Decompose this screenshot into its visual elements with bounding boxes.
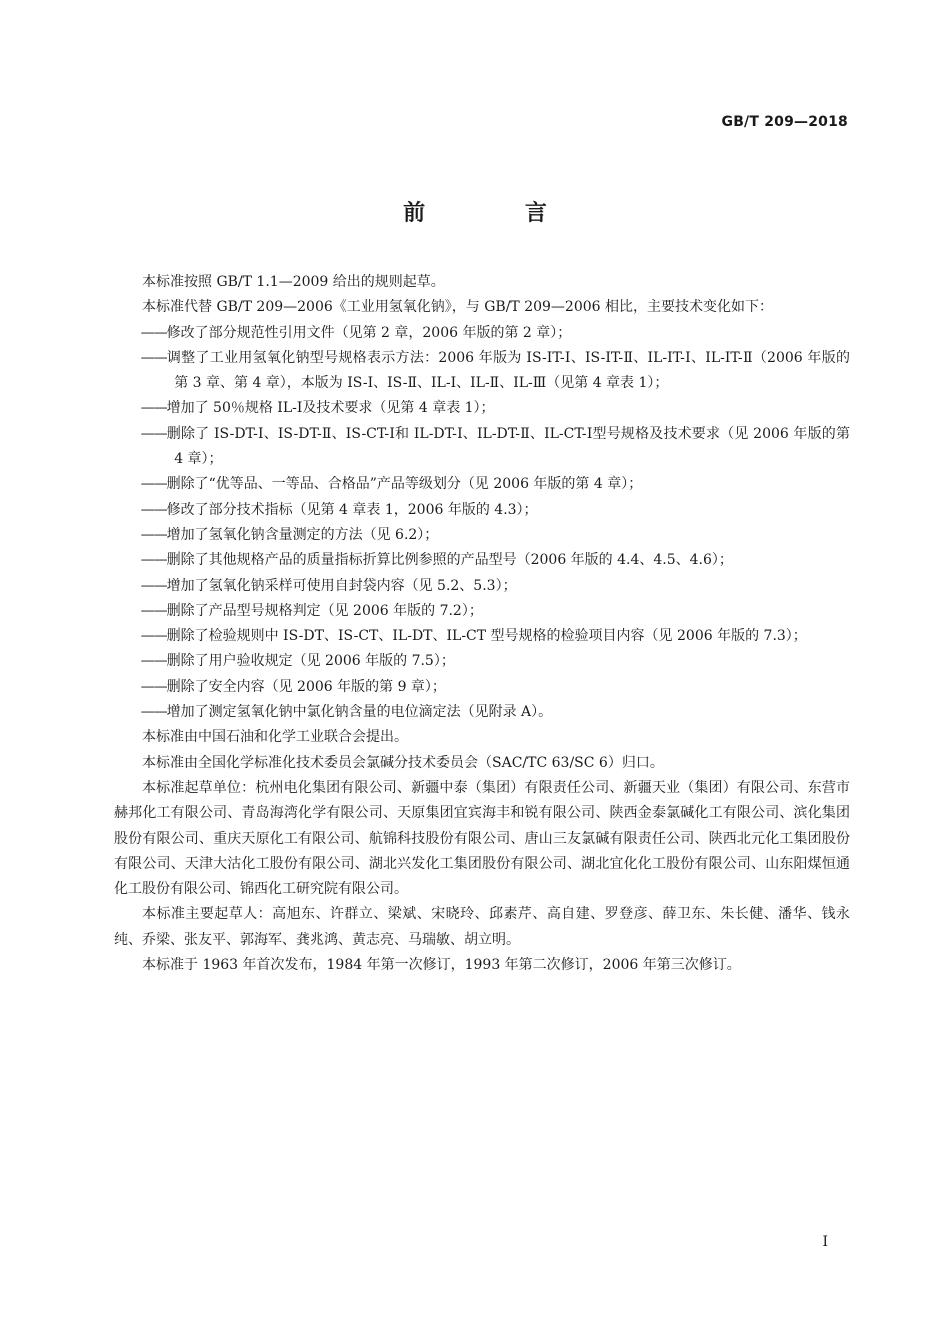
change-item xyxy=(141,599,850,624)
change-item xyxy=(141,422,850,473)
list-dash: —— xyxy=(140,324,167,341)
list-dash: —— xyxy=(140,526,167,543)
standard-number: GB/T 209—2018 xyxy=(721,114,848,130)
paragraph-drafters: 本标准主要起草人：高旭东、许群立、梁斌、宋晓玲、邱素芹、高自建、罗登彦、薛卫东、朱长健、潘华、钱永纯、乔梁、张友平、郭海军、龚兆鸿、黄志亮、马瑞敏、胡立明。 xyxy=(114,906,850,948)
change-item xyxy=(141,675,850,700)
change-text: 增加了氢氧化钠采样可使用自封袋内容（见 5.2、5.3）； xyxy=(166,577,517,594)
change-text: 调整了工业用氢氧化钠型号规格表示方法：2006 年版为 IS-IT-Ⅰ、IS-IT-Ⅱ、IL-IT-Ⅰ、IL-IT-Ⅱ（2006 年版的第 3 章、第 4 章），本版为 IS-Ⅰ、IS-Ⅱ、IL-Ⅰ、IL-Ⅱ、IL-Ⅲ（见第 4 章表 1）； xyxy=(166,349,850,392)
change-item xyxy=(141,346,850,397)
change-item xyxy=(141,700,850,725)
page-number: I xyxy=(822,1234,828,1250)
change-text: 修改了部分技术指标（见第 4 章表 1，2006 年版的 4.3）； xyxy=(166,501,538,518)
paragraph-proposer: 本标准由中国石油和化学工业联合会提出。 xyxy=(142,729,408,746)
list-dash: —— xyxy=(140,501,167,518)
change-item xyxy=(141,321,850,346)
change-text: 删除了检验规则中 IS-DT、IS-CT、IL-DT、IL-CT 型号规格的检验项目内容（见 2006 年版的 7.3）； xyxy=(166,628,807,645)
change-item xyxy=(141,624,850,649)
list-dash: —— xyxy=(140,349,167,366)
paragraph-drafting-rules: 本标准按照 GB/T 1.1—2009 给出的规则起草。 xyxy=(142,274,445,290)
change-text: 删除了其他规格产品的质量指标折算比例参照的产品型号（2006 年版的 4.4、4.5、4.6）； xyxy=(166,552,733,569)
change-item xyxy=(141,523,850,548)
change-text: 修改了部分规范性引用文件（见第 2 章，2006 年版的第 2 章）； xyxy=(166,324,572,341)
change-item xyxy=(141,472,850,497)
page-title: 前 言 xyxy=(403,201,593,226)
foreword-body xyxy=(114,270,850,978)
change-item xyxy=(141,649,850,674)
paragraph-history: 本标准于 1963 年首次发布，1984 年第一次修订，1993 年第二次修订，2006 年第三次修订。 xyxy=(142,957,741,974)
list-dash: —— xyxy=(140,628,167,645)
list-dash: —— xyxy=(140,577,167,594)
list-dash: —— xyxy=(140,602,167,619)
change-text: 增加了氢氧化钠含量测定的方法（见 6.2）； xyxy=(166,526,439,543)
change-text: 增加了 50％规格 IL-Ⅰ及技术要求（见第 4 章表 1）； xyxy=(166,400,495,417)
list-dash: —— xyxy=(140,425,167,442)
list-dash: —— xyxy=(140,678,167,695)
change-item xyxy=(141,498,850,523)
paragraph-drafting-units: 本标准起草单位：杭州电化集团有限公司、新疆中泰（集团）有限责任公司、新疆天业（集团）有限公司、东营市赫邦化工有限公司、青岛海湾化学有限公司、天原集团宜宾海丰和锐有限公司、陕西金泰氯碱化工有限公司、滨化集团股份有限公司、重庆天原化工有限公司、航锦科技股份有限公司、唐山三友氯碱有限责任公司、陕西北元化工集团股份有限公司、天津大沽化工股份有限公司、湖北兴发化工集团股份有限公司、湖北宜化化工股份有限公司、山东阳煤恒通化工股份有限公司、锦西化工研究院有限公司。 xyxy=(114,779,850,898)
list-dash: —— xyxy=(140,704,167,721)
list-dash: —— xyxy=(140,400,167,417)
paragraph-committee: 本标准由全国化学标准化技术委员会氯碱分技术委员会（SAC/TC 63/SC 6）归口。 xyxy=(142,754,664,771)
change-item xyxy=(141,574,850,599)
change-list xyxy=(114,321,850,726)
change-text: 删除了用户验收规定（见 2006 年版的 7.5）； xyxy=(166,653,455,670)
change-text: 删除了“优等品、一等品、合格品”产品等级划分（见 2006 年版的第 4 章）； xyxy=(166,476,643,493)
change-item xyxy=(141,548,850,573)
change-text: 删除了产品型号规格判定（见 2006 年版的 7.2）； xyxy=(166,602,483,619)
change-text: 删除了安全内容（见 2006 年版的第 9 章）； xyxy=(166,678,446,695)
change-item xyxy=(141,396,850,421)
change-text: 删除了 IS-DT-Ⅰ、IS-DT-Ⅱ、IS-CT-Ⅰ和 IL-DT-Ⅰ、IL-DT-Ⅱ、IL-CT-Ⅰ型号规格及技术要求（见 2006 年版的第 4 章）； xyxy=(166,425,850,468)
list-dash: —— xyxy=(140,653,167,670)
list-dash: —— xyxy=(140,476,167,493)
list-dash: —— xyxy=(140,552,167,569)
change-text: 增加了测定氢氧化钠中氯化钠含量的电位滴定法（见附录 A）。 xyxy=(166,704,553,721)
paragraph-replaces: 本标准代替 GB/T 209—2006《工业用氢氧化钠》，与 GB/T 209—2006 相比，主要技术变化如下： xyxy=(142,299,774,316)
